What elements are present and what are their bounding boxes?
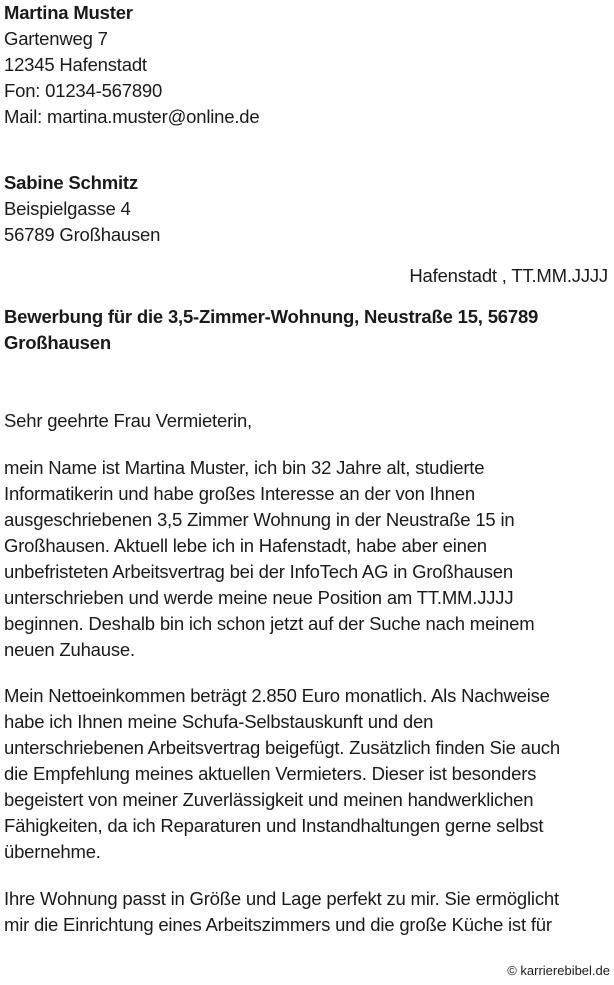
subject-line	[4, 304, 604, 356]
paragraph-line: mein Name ist Martina Muster, ich bin 32 Jahre alt, studierte	[4, 457, 485, 478]
body-paragraph-1	[4, 455, 610, 663]
paragraph-line: neuen Zuhause.	[4, 639, 135, 660]
paragraph-line: die Empfehlung meines aktuellen Vermieters. Dieser ist besonders	[4, 763, 537, 784]
paragraph-line: Ihre Wohnung passt in Größe und Lage perfekt zu mir. Sie ermöglicht	[4, 888, 559, 909]
paragraph-line: unbefristeten Arbeitsvertrag bei der InfoTech AG in Großhausen	[4, 561, 513, 582]
body-paragraph-2	[4, 683, 610, 865]
sender-address-block	[4, 0, 259, 130]
paragraph-line: ausgeschriebenen 3,5 Zimmer Wohnung in der Neustraße 15 in	[4, 509, 515, 530]
subject-line-1: Bewerbung für die 3,5-Zimmer-Wohnung, Neustraße 15, 56789	[4, 306, 539, 327]
recipient-city: 56789 Großhausen	[4, 224, 161, 245]
paragraph-line: übernehme.	[4, 841, 101, 862]
paragraph-line: begeistert von meiner Zuverlässigkeit und meinen handwerklichen	[4, 789, 534, 810]
sender-phone: Fon: 01234-567890	[4, 80, 163, 101]
sender-street: Gartenweg 7	[4, 28, 108, 49]
body-paragraph-3	[4, 886, 610, 938]
paragraph-line: mir die Einrichtung eines Arbeitszimmers und die große Küche ist für	[4, 914, 552, 935]
salutation: Sehr geehrte Frau Vermieterin,	[4, 410, 252, 431]
recipient-street: Beispielgasse 4	[4, 198, 131, 219]
paragraph-line: unterschrieben und werde meine neue Position am TT.MM.JJJJ	[4, 587, 514, 608]
sender-city: 12345 Hafenstadt	[4, 54, 147, 75]
sender-mail: Mail: martina.muster@online.de	[4, 106, 260, 127]
copyright-footer: © karrierebibel.de	[507, 963, 610, 978]
recipient-address-block	[4, 170, 160, 248]
paragraph-line: beginnen. Deshalb bin ich schon jetzt auf der Suche nach meinem	[4, 613, 535, 634]
paragraph-line: Fähigkeiten, da ich Reparaturen und Instandhaltungen gerne selbst	[4, 815, 544, 836]
paragraph-line: Großhausen. Aktuell lebe ich in Hafenstadt, habe aber einen	[4, 535, 487, 556]
subject-line-2: Großhausen	[4, 332, 111, 353]
paragraph-line: Mein Nettoeinkommen beträgt 2.850 Euro monatlich. Als Nachweise	[4, 685, 550, 706]
recipient-name: Sabine Schmitz	[4, 172, 138, 193]
paragraph-line: unterschriebenen Arbeitsvertrag beigefügt. Zusätzlich finden Sie auch	[4, 737, 560, 758]
date-line: Hafenstadt , TT.MM.JJJJ	[409, 265, 608, 286]
paragraph-line: Informatikerin und habe großes Interesse an der von Ihnen	[4, 483, 475, 504]
paragraph-line: habe ich Ihnen meine Schufa-Selbstauskunft und den	[4, 711, 434, 732]
sender-name: Martina Muster	[4, 2, 133, 23]
